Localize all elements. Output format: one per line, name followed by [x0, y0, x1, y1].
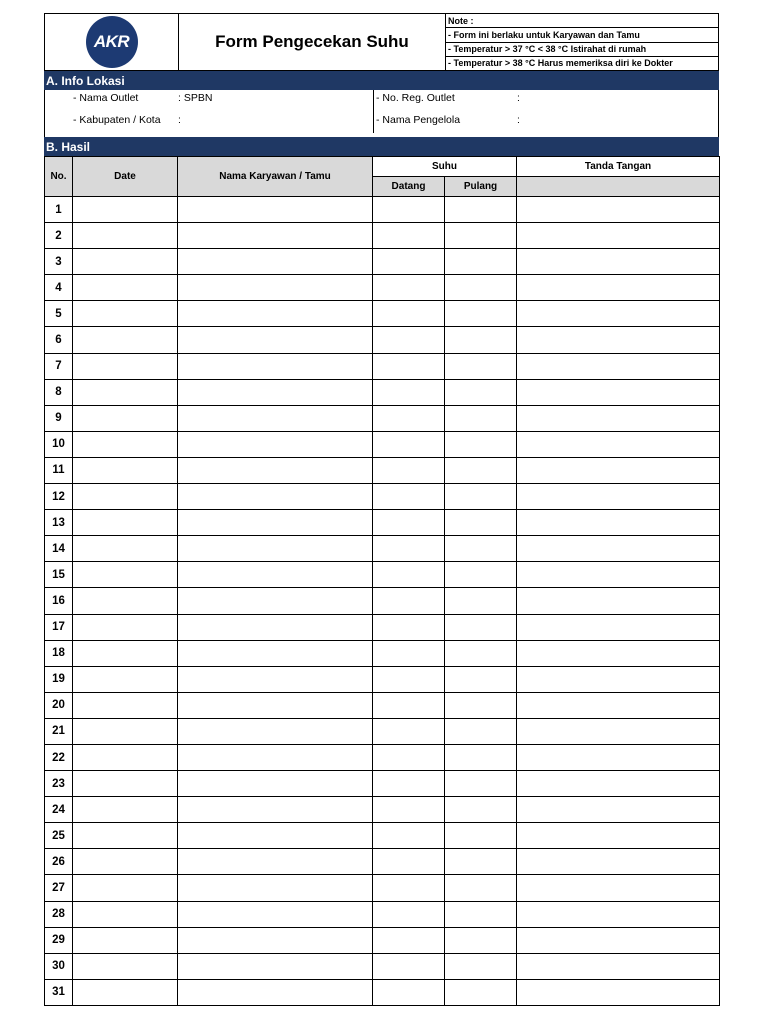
tanda-tangan-cell[interactable]	[517, 927, 720, 953]
nama-cell[interactable]	[178, 275, 373, 301]
date-cell[interactable]	[73, 927, 178, 953]
tanda-tangan-cell[interactable]	[517, 484, 720, 510]
nama-cell[interactable]	[178, 901, 373, 927]
info-divider	[373, 90, 374, 133]
datang-cell[interactable]	[373, 744, 445, 770]
date-cell[interactable]	[73, 536, 178, 562]
tanda-tangan-cell[interactable]	[517, 223, 720, 249]
table-row	[45, 431, 720, 457]
pulang-cell[interactable]	[445, 744, 517, 770]
tanda-tangan-cell[interactable]	[517, 953, 720, 979]
nama-cell[interactable]	[178, 718, 373, 744]
pulang-cell[interactable]	[445, 614, 517, 640]
row-number: 24	[45, 797, 73, 823]
tanda-tangan-cell[interactable]	[517, 640, 720, 666]
table-row	[45, 901, 720, 927]
table-row	[45, 927, 720, 953]
datang-cell[interactable]	[373, 849, 445, 875]
row-number: 25	[45, 823, 73, 849]
header-suhu: Suhu	[373, 157, 517, 177]
pulang-cell[interactable]	[445, 562, 517, 588]
table-row	[45, 536, 720, 562]
datang-cell[interactable]	[373, 901, 445, 927]
date-cell[interactable]	[73, 431, 178, 457]
pulang-cell[interactable]	[445, 301, 517, 327]
tanda-tangan-cell[interactable]	[517, 536, 720, 562]
form-title: Form Pengecekan Suhu	[179, 14, 446, 70]
tanda-tangan-cell[interactable]	[517, 249, 720, 275]
nama-cell[interactable]	[178, 457, 373, 483]
date-cell[interactable]	[73, 457, 178, 483]
pulang-cell[interactable]	[445, 275, 517, 301]
datang-cell[interactable]	[373, 927, 445, 953]
tanda-tangan-cell[interactable]	[517, 197, 720, 223]
header-nama: Nama Karyawan / Tamu	[178, 157, 373, 197]
form-header	[44, 13, 719, 71]
nama-cell[interactable]	[178, 484, 373, 510]
date-cell[interactable]	[73, 744, 178, 770]
pulang-cell[interactable]	[445, 849, 517, 875]
datang-cell[interactable]	[373, 379, 445, 405]
tanda-tangan-cell[interactable]	[517, 405, 720, 431]
pulang-cell[interactable]	[445, 640, 517, 666]
pulang-cell[interactable]	[445, 979, 517, 1005]
datang-cell[interactable]	[373, 510, 445, 536]
datang-cell[interactable]	[373, 771, 445, 797]
datang-cell[interactable]	[373, 797, 445, 823]
nama-cell[interactable]	[178, 640, 373, 666]
table-row	[45, 718, 720, 744]
row-number: 27	[45, 875, 73, 901]
tanda-tangan-cell[interactable]	[517, 379, 720, 405]
table-row	[45, 614, 720, 640]
nama-cell[interactable]	[178, 875, 373, 901]
nama-pengelola-value[interactable]: :	[517, 114, 520, 126]
datang-cell[interactable]	[373, 692, 445, 718]
datang-cell[interactable]	[373, 536, 445, 562]
datang-cell[interactable]	[373, 823, 445, 849]
nama-pengelola-label: - Nama Pengelola	[376, 114, 461, 126]
tanda-tangan-cell[interactable]	[517, 431, 720, 457]
datang-cell[interactable]	[373, 875, 445, 901]
table-row	[45, 275, 720, 301]
row-number: 30	[45, 953, 73, 979]
table-row	[45, 457, 720, 483]
datang-cell[interactable]	[373, 223, 445, 249]
note-box	[446, 14, 718, 70]
date-cell[interactable]	[73, 405, 178, 431]
header-pulang: Pulang	[445, 177, 517, 197]
nama-cell[interactable]	[178, 536, 373, 562]
row-number: 2	[45, 223, 73, 249]
row-number: 9	[45, 405, 73, 431]
no-reg-outlet-value[interactable]: :	[517, 92, 520, 104]
nama-cell[interactable]	[178, 353, 373, 379]
pulang-cell[interactable]	[445, 875, 517, 901]
pulang-cell[interactable]	[445, 510, 517, 536]
nama-cell[interactable]	[178, 223, 373, 249]
table-row	[45, 823, 720, 849]
tanda-tangan-cell[interactable]	[517, 510, 720, 536]
tanda-tangan-cell[interactable]	[517, 901, 720, 927]
table-row	[45, 301, 720, 327]
table-row	[45, 692, 720, 718]
date-cell[interactable]	[73, 666, 178, 692]
pulang-cell[interactable]	[445, 249, 517, 275]
tanda-tangan-cell[interactable]	[517, 692, 720, 718]
datang-cell[interactable]	[373, 197, 445, 223]
table-row	[45, 875, 720, 901]
table-row	[45, 849, 720, 875]
date-cell[interactable]	[73, 640, 178, 666]
datang-cell[interactable]	[373, 614, 445, 640]
row-number: 18	[45, 640, 73, 666]
row-number: 15	[45, 562, 73, 588]
table-row	[45, 953, 720, 979]
date-cell[interactable]	[73, 797, 178, 823]
date-cell[interactable]	[73, 249, 178, 275]
tanda-tangan-cell[interactable]	[517, 562, 720, 588]
nama-cell[interactable]	[178, 405, 373, 431]
date-cell[interactable]	[73, 849, 178, 875]
datang-cell[interactable]	[373, 301, 445, 327]
date-cell[interactable]	[73, 588, 178, 614]
info-lokasi	[44, 90, 719, 137]
date-cell[interactable]	[73, 901, 178, 927]
row-number: 7	[45, 353, 73, 379]
nama-cell[interactable]	[178, 431, 373, 457]
table-row	[45, 588, 720, 614]
row-number: 29	[45, 927, 73, 953]
datang-cell[interactable]	[373, 484, 445, 510]
note-line-3: - Temperatur > 38 °C Harus memeriksa diri ke Dokter	[448, 58, 673, 69]
pulang-cell[interactable]	[445, 666, 517, 692]
table-row	[45, 197, 720, 223]
date-cell[interactable]	[73, 953, 178, 979]
nama-cell[interactable]	[178, 510, 373, 536]
row-number: 21	[45, 718, 73, 744]
pulang-cell[interactable]	[445, 197, 517, 223]
note-line-1: - Form ini berlaku untuk Karyawan dan Tamu	[446, 28, 718, 42]
datang-cell[interactable]	[373, 249, 445, 275]
nama-cell[interactable]	[178, 849, 373, 875]
nama-cell[interactable]	[178, 823, 373, 849]
date-cell[interactable]	[73, 875, 178, 901]
table-row	[45, 797, 720, 823]
section-info-lokasi: A. Info Lokasi	[44, 71, 719, 90]
table-row	[45, 379, 720, 405]
pulang-cell[interactable]	[445, 718, 517, 744]
tanda-tangan-cell[interactable]	[517, 588, 720, 614]
datang-cell[interactable]	[373, 666, 445, 692]
pulang-cell[interactable]	[445, 692, 517, 718]
nama-cell[interactable]	[178, 249, 373, 275]
row-number: 6	[45, 327, 73, 353]
date-cell[interactable]	[73, 327, 178, 353]
pulang-cell[interactable]	[445, 223, 517, 249]
section-hasil: B. Hasil	[44, 137, 719, 156]
datang-cell[interactable]	[373, 979, 445, 1005]
nama-outlet-label: - Nama Outlet	[73, 92, 139, 104]
pulang-cell[interactable]	[445, 327, 517, 353]
pulang-cell[interactable]	[445, 457, 517, 483]
tanda-tangan-cell[interactable]	[517, 849, 720, 875]
tanda-tangan-cell[interactable]	[517, 797, 720, 823]
kabupaten-label: - Kabupaten / Kota	[73, 114, 161, 126]
row-number: 28	[45, 901, 73, 927]
nama-cell[interactable]	[178, 614, 373, 640]
datang-cell[interactable]	[373, 431, 445, 457]
datang-cell[interactable]	[373, 353, 445, 379]
nama-cell[interactable]	[178, 588, 373, 614]
date-cell[interactable]	[73, 301, 178, 327]
header-no: No.	[45, 157, 73, 197]
date-cell[interactable]	[73, 379, 178, 405]
nama-cell[interactable]	[178, 301, 373, 327]
tanda-tangan-cell[interactable]	[517, 301, 720, 327]
date-cell[interactable]	[73, 692, 178, 718]
date-cell[interactable]	[73, 353, 178, 379]
table-row	[45, 405, 720, 431]
date-cell[interactable]	[73, 275, 178, 301]
date-cell[interactable]	[73, 484, 178, 510]
datang-cell[interactable]	[373, 588, 445, 614]
datang-cell[interactable]	[373, 718, 445, 744]
tanda-tangan-cell[interactable]	[517, 353, 720, 379]
tanda-tangan-cell[interactable]	[517, 718, 720, 744]
date-cell[interactable]	[73, 562, 178, 588]
note-heading: Note :	[446, 14, 718, 28]
pulang-cell[interactable]	[445, 353, 517, 379]
tanda-tangan-cell[interactable]	[517, 771, 720, 797]
row-number: 17	[45, 614, 73, 640]
note-line-2: - Temperatur > 37 °C < 38 °C Istirahat di rumah	[446, 43, 718, 57]
nama-cell[interactable]	[178, 692, 373, 718]
row-number: 13	[45, 510, 73, 536]
nama-cell[interactable]	[178, 666, 373, 692]
row-number: 12	[45, 484, 73, 510]
row-number: 16	[45, 588, 73, 614]
tanda-tangan-cell[interactable]	[517, 979, 720, 1005]
hasil-table	[44, 156, 720, 1006]
date-cell[interactable]	[73, 718, 178, 744]
table-row	[45, 353, 720, 379]
logo-cell	[45, 14, 179, 70]
header-datang: Datang	[373, 177, 445, 197]
nama-cell[interactable]	[178, 797, 373, 823]
row-number: 5	[45, 301, 73, 327]
row-number: 4	[45, 275, 73, 301]
datang-cell[interactable]	[373, 562, 445, 588]
datang-cell[interactable]	[373, 405, 445, 431]
nama-cell[interactable]	[178, 379, 373, 405]
pulang-cell[interactable]	[445, 536, 517, 562]
datang-cell[interactable]	[373, 457, 445, 483]
pulang-cell[interactable]	[445, 405, 517, 431]
tanda-tangan-cell[interactable]	[517, 744, 720, 770]
tanda-tangan-cell[interactable]	[517, 457, 720, 483]
datang-cell[interactable]	[373, 327, 445, 353]
datang-cell[interactable]	[373, 275, 445, 301]
row-number: 23	[45, 771, 73, 797]
pulang-cell[interactable]	[445, 771, 517, 797]
tanda-tangan-cell[interactable]	[517, 666, 720, 692]
nama-cell[interactable]	[178, 979, 373, 1005]
nama-cell[interactable]	[178, 562, 373, 588]
row-number: 22	[45, 744, 73, 770]
table-row	[45, 484, 720, 510]
date-cell[interactable]	[73, 223, 178, 249]
nama-cell[interactable]	[178, 744, 373, 770]
table-row	[45, 327, 720, 353]
table-row	[45, 744, 720, 770]
row-number: 31	[45, 979, 73, 1005]
hasil-rows	[45, 197, 720, 1006]
date-cell[interactable]	[73, 979, 178, 1005]
no-reg-outlet-label: - No. Reg. Outlet	[376, 92, 455, 104]
pulang-cell[interactable]	[445, 431, 517, 457]
pulang-cell[interactable]	[445, 823, 517, 849]
nama-cell[interactable]	[178, 927, 373, 953]
tanda-tangan-cell[interactable]	[517, 275, 720, 301]
nama-cell[interactable]	[178, 771, 373, 797]
nama-cell[interactable]	[178, 197, 373, 223]
table-row	[45, 223, 720, 249]
pulang-cell[interactable]	[445, 927, 517, 953]
logo-text: AKR	[93, 32, 130, 51]
header-tanda-tangan-blank	[517, 177, 720, 197]
row-number: 26	[45, 849, 73, 875]
pulang-cell[interactable]	[445, 379, 517, 405]
tanda-tangan-cell[interactable]	[517, 875, 720, 901]
row-number: 1	[45, 197, 73, 223]
table-row	[45, 510, 720, 536]
datang-cell[interactable]	[373, 953, 445, 979]
table-row	[45, 640, 720, 666]
nama-outlet-value[interactable]: : SPBN	[178, 92, 213, 104]
row-number: 3	[45, 249, 73, 275]
date-cell[interactable]	[73, 510, 178, 536]
nama-cell[interactable]	[178, 953, 373, 979]
table-row	[45, 249, 720, 275]
form-page	[44, 13, 719, 1006]
date-cell[interactable]	[73, 823, 178, 849]
datang-cell[interactable]	[373, 640, 445, 666]
table-row	[45, 562, 720, 588]
kabupaten-value[interactable]: :	[178, 114, 181, 126]
pulang-cell[interactable]	[445, 797, 517, 823]
date-cell[interactable]	[73, 771, 178, 797]
header-tanda-tangan: Tanda Tangan	[517, 157, 720, 177]
nama-cell[interactable]	[178, 327, 373, 353]
row-number: 11	[45, 457, 73, 483]
pulang-cell[interactable]	[445, 484, 517, 510]
row-number: 8	[45, 379, 73, 405]
row-number: 20	[45, 692, 73, 718]
date-cell[interactable]	[73, 614, 178, 640]
tanda-tangan-cell[interactable]	[517, 614, 720, 640]
pulang-cell[interactable]	[445, 588, 517, 614]
tanda-tangan-cell[interactable]	[517, 327, 720, 353]
tanda-tangan-cell[interactable]	[517, 823, 720, 849]
date-cell[interactable]	[73, 197, 178, 223]
header-date: Date	[73, 157, 178, 197]
row-number: 14	[45, 536, 73, 562]
akr-logo	[86, 16, 138, 68]
pulang-cell[interactable]	[445, 953, 517, 979]
table-row	[45, 771, 720, 797]
pulang-cell[interactable]	[445, 901, 517, 927]
row-number: 19	[45, 666, 73, 692]
table-row	[45, 666, 720, 692]
table-row	[45, 979, 720, 1005]
row-number: 10	[45, 431, 73, 457]
